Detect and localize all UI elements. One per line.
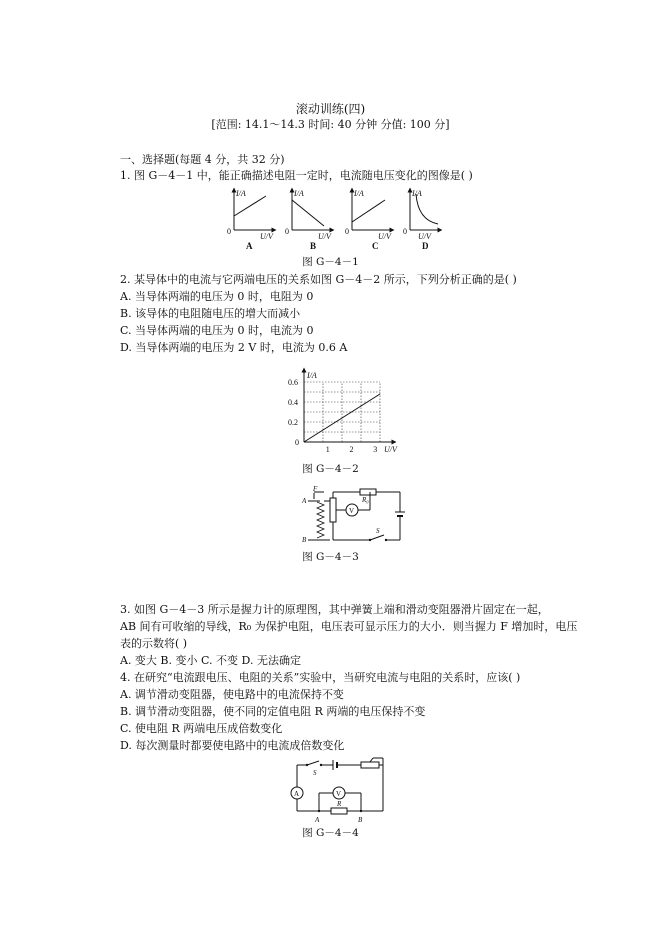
- fig4-r-label: R: [337, 800, 342, 808]
- x-tick-label: 1: [325, 445, 330, 454]
- y-tick-label: 0.6: [288, 378, 298, 387]
- q4-option-b: B. 调节滑动变阻器，使不同的定值电阻 R 两端的电压保持不变: [120, 705, 426, 718]
- q4-option-c: C. 使电阻 R 两端电压成倍数变化: [120, 722, 283, 735]
- figure-caption-g-4-1: 图 G－4－1: [302, 256, 359, 268]
- q3-line-2: AB 间有可收缩的导线，R₀ 为保护电阻，电压表可显示压力的大小．则当握力 F 增加时，电压: [120, 620, 578, 633]
- x-tick-label: 3: [373, 445, 378, 454]
- graph-c-xlabel: U/V: [378, 232, 391, 241]
- figure-g-4-1: [222, 186, 442, 252]
- q2-option-d: D. 当导体两端的电压为 2 V 时，电流为 0.6 A: [120, 341, 348, 354]
- fig3-r0-label: R₀: [362, 496, 369, 504]
- page-title: 滚动训练(四): [295, 102, 366, 116]
- q3-line-3: 表的示数将( ): [120, 637, 188, 650]
- q3-line-1: 3. 如图 G－4－3 所示是握力计的原理图，其中弹簧上端和滑动变阻器滑片固定在一起，: [120, 603, 549, 616]
- fig4-ammeter-label: A: [294, 790, 300, 798]
- graph-d-origin: 0: [403, 227, 407, 236]
- graph-d: [403, 189, 440, 251]
- graph-c-origin: 0: [345, 227, 349, 236]
- section-heading: 一、选择题(每题 4 分，共 32 分): [120, 153, 285, 166]
- fig4-point-b-label: B: [358, 816, 363, 824]
- scope-info: [范围: 14.1～14.3 时间: 40 分钟 分值: 100 分]: [211, 118, 450, 131]
- graph-c-ylabel: I/A: [354, 189, 364, 198]
- fig3-switch-label: S: [376, 527, 380, 535]
- graph-a: [227, 189, 274, 251]
- x-axis-label: U/V: [384, 445, 397, 454]
- graph-a-label: A: [246, 241, 253, 251]
- q2-option-c: C. 当导体两端的电压为 0 时，电流为 0: [120, 324, 314, 337]
- origin-label: 0: [295, 438, 299, 447]
- fig3-voltmeter-label: V: [349, 507, 355, 515]
- fig4-point-a-label: A: [315, 816, 320, 824]
- graph-a-ylabel: I/A: [236, 189, 246, 198]
- q4-stem: 4. 在研究“电流跟电压、电阻的关系”实验中，当研究电流与电阻的关系时，应该( ): [120, 671, 521, 684]
- graph-d-label: D: [422, 241, 429, 251]
- fig3-b-label: B: [302, 536, 307, 544]
- graph-d-ylabel: I/A: [412, 189, 422, 198]
- q2-stem: 2. 某导体中的电流与它两端电压的关系如图 G－4－2 所示，下列分析正确的是( ): [120, 273, 517, 286]
- q3-options: A. 变大 B. 变小 C. 不变 D. 无法确定: [120, 654, 301, 667]
- figure-caption-g-4-2: 图 G－4－2: [302, 463, 359, 475]
- graph-a-xlabel: U/V: [260, 232, 273, 241]
- figure-caption-g-4-3: 图 G－4－3: [302, 551, 359, 563]
- graph-b-ylabel: I/A: [294, 189, 304, 198]
- y-axis-label: I/A: [307, 371, 317, 380]
- q4-option-d: D. 每次测量时都要使电路中的电流成倍数变化: [120, 739, 345, 752]
- x-tick-label: 2: [349, 445, 354, 454]
- y-tick-label: 0.2: [288, 418, 298, 427]
- graph-b-origin: 0: [285, 227, 289, 236]
- figure-g-4-3: [300, 482, 410, 550]
- graph-b-xlabel: U/V: [318, 232, 331, 241]
- graph-c-label: C: [372, 241, 379, 251]
- fig4-switch-label: S: [313, 769, 317, 777]
- fig3-f-label: F: [313, 485, 318, 493]
- graph-b: [285, 189, 332, 251]
- y-tick-label: 0.4: [288, 398, 298, 407]
- figure-caption-g-4-4: 图 G－4－4: [302, 827, 359, 839]
- graph-c: [345, 189, 392, 251]
- figure-g-4-4: [285, 757, 395, 827]
- q2-option-b: B. 该导体的电阻随电压的增大而减小: [120, 307, 301, 320]
- q1-stem: 1. 图 G－4－1 中，能正确描述电阻一定时，电流随电压变化的图像是( ): [120, 169, 473, 182]
- q2-option-a: A. 当导体两端的电压为 0 时，电阻为 0: [120, 290, 314, 303]
- figure-g-4-2-chart: [282, 364, 412, 460]
- graph-d-xlabel: U/V: [418, 232, 431, 241]
- fig4-voltmeter-label: V: [336, 790, 342, 798]
- fig3-a-label: A: [302, 497, 307, 505]
- graph-a-origin: 0: [227, 227, 231, 236]
- graph-b-label: B: [310, 241, 317, 251]
- q4-option-a: A. 调节滑动变阻器，使电路中的电流保持不变: [120, 688, 344, 701]
